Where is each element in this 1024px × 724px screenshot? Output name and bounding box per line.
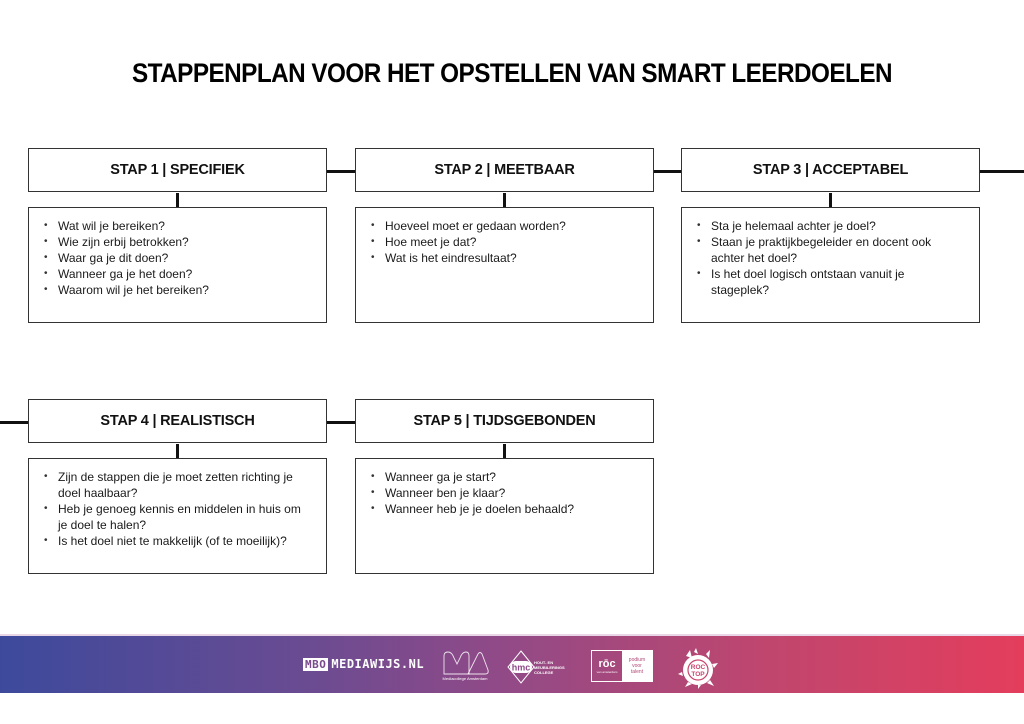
roc-amsterdam-logo (591, 650, 653, 682)
step-5-content (355, 458, 654, 574)
connector-line (176, 193, 179, 207)
svg-text:TOP: TOP (691, 671, 705, 678)
hmc-diamond-icon (507, 650, 535, 684)
list-item: • Wat is het eindresultaat? (368, 250, 643, 266)
step-1-header (28, 148, 327, 192)
page-title: STAPPENPLAN VOOR HET OPSTELLEN VAN SMART LEERDOELEN (131, 58, 893, 88)
hmc-logo (507, 650, 572, 684)
list-item: • Is het doel niet te makkelijk (of te moeilijk)? (41, 533, 313, 549)
step-5-title: STAP 5 | TIJDSGEBONDEN (413, 413, 596, 429)
connector-line (503, 444, 506, 458)
list-item: • Wanneer ga je start? (368, 469, 643, 485)
mbo-tag: MBO (305, 657, 327, 671)
svg-text:hmc: hmc (511, 662, 531, 673)
roc-tagline: podium voor talent (622, 651, 652, 681)
step-4-header (28, 399, 327, 443)
step-2-content (355, 207, 654, 323)
hmc-text: HOUT- EN MEUBILERINGS COLLEGE (534, 660, 565, 675)
list-item: • Wanneer ben je klaar? (368, 485, 643, 501)
connector-line (829, 193, 832, 207)
roc-top-logo (676, 646, 720, 690)
connector-line (653, 170, 681, 173)
connector-line (979, 170, 1024, 173)
list-item: • Waar ga je dit doen? (41, 250, 316, 266)
step-4-title: STAP 4 | REALISTISCH (100, 413, 255, 429)
ma-icon (440, 650, 490, 676)
connector-line (326, 170, 355, 173)
step-3-header (681, 148, 980, 192)
list-item: • Waarom wil je het bereiken? (41, 282, 316, 298)
list-item: • Hoe meet je dat? (368, 234, 643, 250)
connector-line (326, 421, 355, 424)
list-item: • Zijn de stappen die je moet zetten richting je doel haalbaar? (41, 469, 313, 501)
roc-mark: rōc van amsterdam (596, 658, 618, 674)
list-item: • Hoeveel moet er gedaan worden? (368, 218, 643, 234)
svg-text:ROC: ROC (690, 664, 706, 671)
step-1-content (28, 207, 327, 323)
step-3-content (681, 207, 980, 323)
list-item: • Wanneer heb je je doelen behaald? (368, 501, 643, 517)
list-item: • Wat wil je bereiken? (41, 218, 316, 234)
list-item: • Wanneer ga je het doen? (41, 266, 316, 282)
list-item: • Staan je praktijkbegeleider en docent ook achter het doel? (694, 234, 949, 266)
step-4-content (28, 458, 327, 574)
connector-line (0, 421, 28, 424)
roc-top-badge-icon (676, 646, 720, 690)
step-2-title: STAP 2 | MEETBAAR (434, 162, 575, 178)
list-item: • Sta je helemaal achter je doel? (694, 218, 949, 234)
step-1-title: STAP 1 | SPECIFIEK (110, 162, 245, 178)
mediacollege-amsterdam-logo (440, 650, 490, 684)
step-5-header (355, 399, 654, 443)
step-3-title: STAP 3 | ACCEPTABEL (752, 162, 909, 178)
list-item: • Wie zijn erbij betrokken? (41, 234, 316, 250)
list-item: • Heb je genoeg kennis en middelen in huis om je doel te halen? (41, 501, 313, 533)
mbo-mediawijs-logo (303, 657, 424, 671)
connector-line (176, 444, 179, 458)
ma-subtitle: Mediacollege Amsterdam (442, 676, 488, 681)
list-item: • Is het doel logisch ontstaan vanuit je stageplek? (694, 266, 949, 298)
step-2-header (355, 148, 654, 192)
mediawijs-text: MEDIAWIJS.NL (331, 657, 425, 671)
connector-line (503, 193, 506, 207)
